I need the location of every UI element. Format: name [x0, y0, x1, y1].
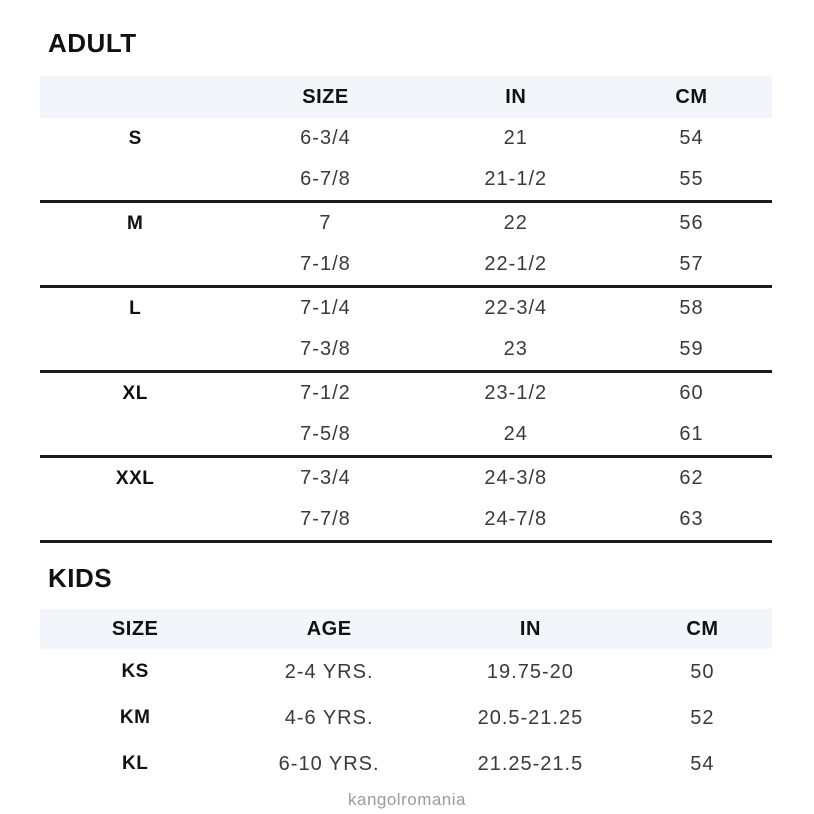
cm-value: 63	[679, 508, 704, 530]
cm-value: 58	[679, 297, 704, 319]
size-label: KS	[121, 661, 149, 682]
adult-header-cm: CM	[675, 85, 708, 108]
adult-group-s	[40, 118, 772, 203]
size-label: XL	[122, 382, 148, 404]
kids-size-table	[40, 609, 772, 787]
cm-value: 61	[679, 423, 704, 445]
adult-header-size: SIZE	[302, 85, 349, 108]
cm-value: 54	[690, 752, 715, 775]
in-value: 21.25-21.5	[477, 752, 584, 775]
table-row	[40, 244, 772, 285]
cm-value: 60	[679, 382, 704, 404]
cm-value: 55	[679, 168, 704, 190]
size-label: S	[128, 127, 142, 149]
kids-header-size: SIZE	[111, 617, 159, 640]
cm-value: 56	[679, 212, 704, 234]
watermark-text: kangolromania	[347, 790, 466, 809]
table-row	[40, 329, 772, 370]
cm-value: 62	[679, 467, 704, 489]
size-value: 7-1/2	[300, 382, 351, 404]
in-value: 24	[503, 423, 528, 445]
in-value: 24-7/8	[484, 508, 548, 530]
size-label: L	[129, 297, 142, 319]
in-value: 23-1/2	[484, 382, 548, 404]
table-row	[40, 159, 772, 200]
size-label: KL	[121, 753, 149, 774]
in-value: 22-3/4	[484, 297, 548, 319]
in-value: 20.5-21.25	[477, 706, 584, 729]
size-value: 7-1/4	[300, 297, 351, 319]
in-value: 21-1/2	[484, 168, 548, 190]
in-value: 19.75-20	[486, 660, 574, 683]
table-row	[40, 499, 772, 540]
adult-header-in: IN	[505, 85, 527, 108]
size-value: 7-1/8	[300, 253, 351, 275]
size-value: 7-3/8	[300, 338, 351, 360]
size-label: M	[126, 212, 144, 234]
size-label: XXL	[115, 467, 155, 489]
in-value: 21	[503, 127, 528, 149]
kids-table-header-row	[40, 609, 772, 649]
adult-table-header-row	[40, 76, 772, 118]
size-value: 7	[319, 212, 332, 234]
table-row	[40, 203, 772, 244]
age-value: 2-4 YRS.	[284, 660, 374, 683]
cm-value: 57	[679, 253, 704, 275]
adult-group-xxl	[40, 458, 772, 543]
kids-section-title: KIDS	[48, 563, 113, 593]
table-row	[40, 649, 772, 695]
age-value: 6-10 YRS.	[278, 752, 380, 775]
in-value: 22	[503, 212, 528, 234]
adult-group-l	[40, 288, 772, 373]
adult-section-title: ADULT	[48, 28, 137, 58]
table-row	[40, 118, 772, 159]
adult-size-table	[40, 76, 772, 543]
size-value: 7-3/4	[300, 467, 351, 489]
cm-value: 52	[690, 706, 715, 729]
kids-header-cm: CM	[686, 617, 719, 640]
adult-group-xl	[40, 373, 772, 458]
size-value: 7-5/8	[300, 423, 351, 445]
table-row	[40, 373, 772, 414]
size-value: 6-3/4	[300, 127, 351, 149]
table-row	[40, 695, 772, 741]
size-label: KM	[119, 707, 151, 728]
in-value: 23	[503, 338, 528, 360]
adult-group-m	[40, 203, 772, 288]
in-value: 24-3/8	[484, 467, 548, 489]
age-value: 4-6 YRS.	[284, 706, 374, 729]
table-row	[40, 741, 772, 787]
table-row	[40, 414, 772, 455]
cm-value: 54	[679, 127, 704, 149]
size-value: 6-7/8	[300, 168, 351, 190]
size-value: 7-7/8	[300, 508, 351, 530]
cm-value: 59	[679, 338, 704, 360]
kids-header-age: AGE	[306, 617, 352, 640]
cm-value: 50	[690, 660, 715, 683]
kids-header-in: IN	[519, 617, 541, 640]
table-row	[40, 458, 772, 499]
table-row	[40, 288, 772, 329]
in-value: 22-1/2	[484, 253, 548, 275]
